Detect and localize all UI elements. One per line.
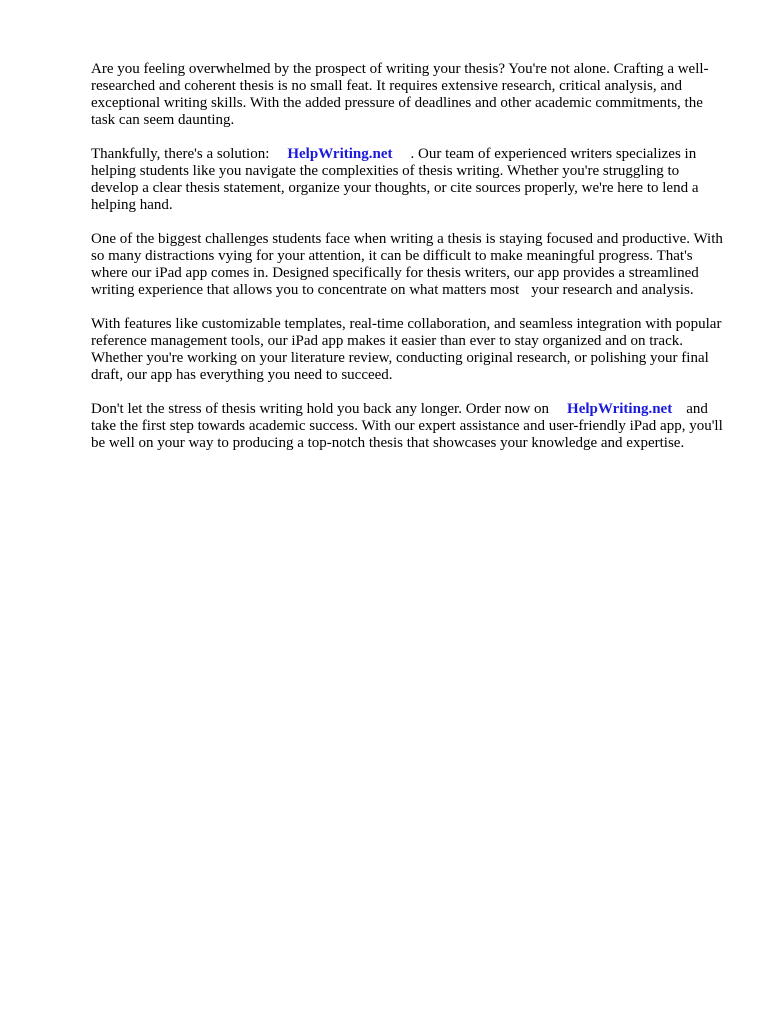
paragraph-solution — [91, 146, 723, 214]
paragraph-intro: Are you feeling overwhelmed by the prospect of writing your thesis? You're not alone. Crafting a well-researched and coherent thesis is no small feat. It requires extensive research, critical analysis, and exceptional writing skills. With the added pressure of deadlines and other academic commitments, the task can seem daunting. — [91, 61, 709, 128]
paragraph-solution-rest: . Our team of experienced writers specializes in helping students like you navigate the complexities of thesis writing. Whether you're struggling to develop a clear thesis statement, organize your thoughts, or cite sources properly, we're here to lend a helping hand. — [91, 146, 699, 213]
paragraph-challenges — [91, 231, 723, 299]
document-body — [91, 61, 723, 469]
helpwriting-link[interactable]: HelpWriting.net — [287, 146, 393, 162]
paragraph-cta-rest: and take the first step towards academic success. With our expert assistance and user-friendly iPad app, you'll be well on your way to producing a top-notch thesis that showcases your knowledge and expertise. — [91, 401, 723, 451]
helpwriting-link-cta[interactable]: HelpWriting.net — [567, 401, 673, 417]
paragraph-solution-lead: Thankfully, there's a solution: — [91, 146, 270, 162]
paragraph-cta — [91, 401, 723, 452]
paragraph-cta-lead: Don't let the stress of thesis writing hold you back any longer. Order now on — [91, 401, 550, 417]
paragraph-challenges-rest: your research and analysis. — [531, 282, 694, 298]
paragraph-features: With features like customizable templates, real-time collaboration, and seamless integration with popular reference management tools, our iPad app makes it easier than ever to stay organized and on track. Whether you're working on your literature review, conducting original research, or polishing your final draft, our app has everything you need to succeed. — [91, 316, 722, 383]
paragraph-challenges-lead: One of the biggest challenges students face when writing a thesis is staying focused and productive. With so many distractions vying for your attention, it can be difficult to make meaningful progress. That's where our iPad app comes in. Designed specifically for thesis writers, our app provides a streamlined writing experience that allows you to concentrate on what matters most — [91, 231, 723, 298]
